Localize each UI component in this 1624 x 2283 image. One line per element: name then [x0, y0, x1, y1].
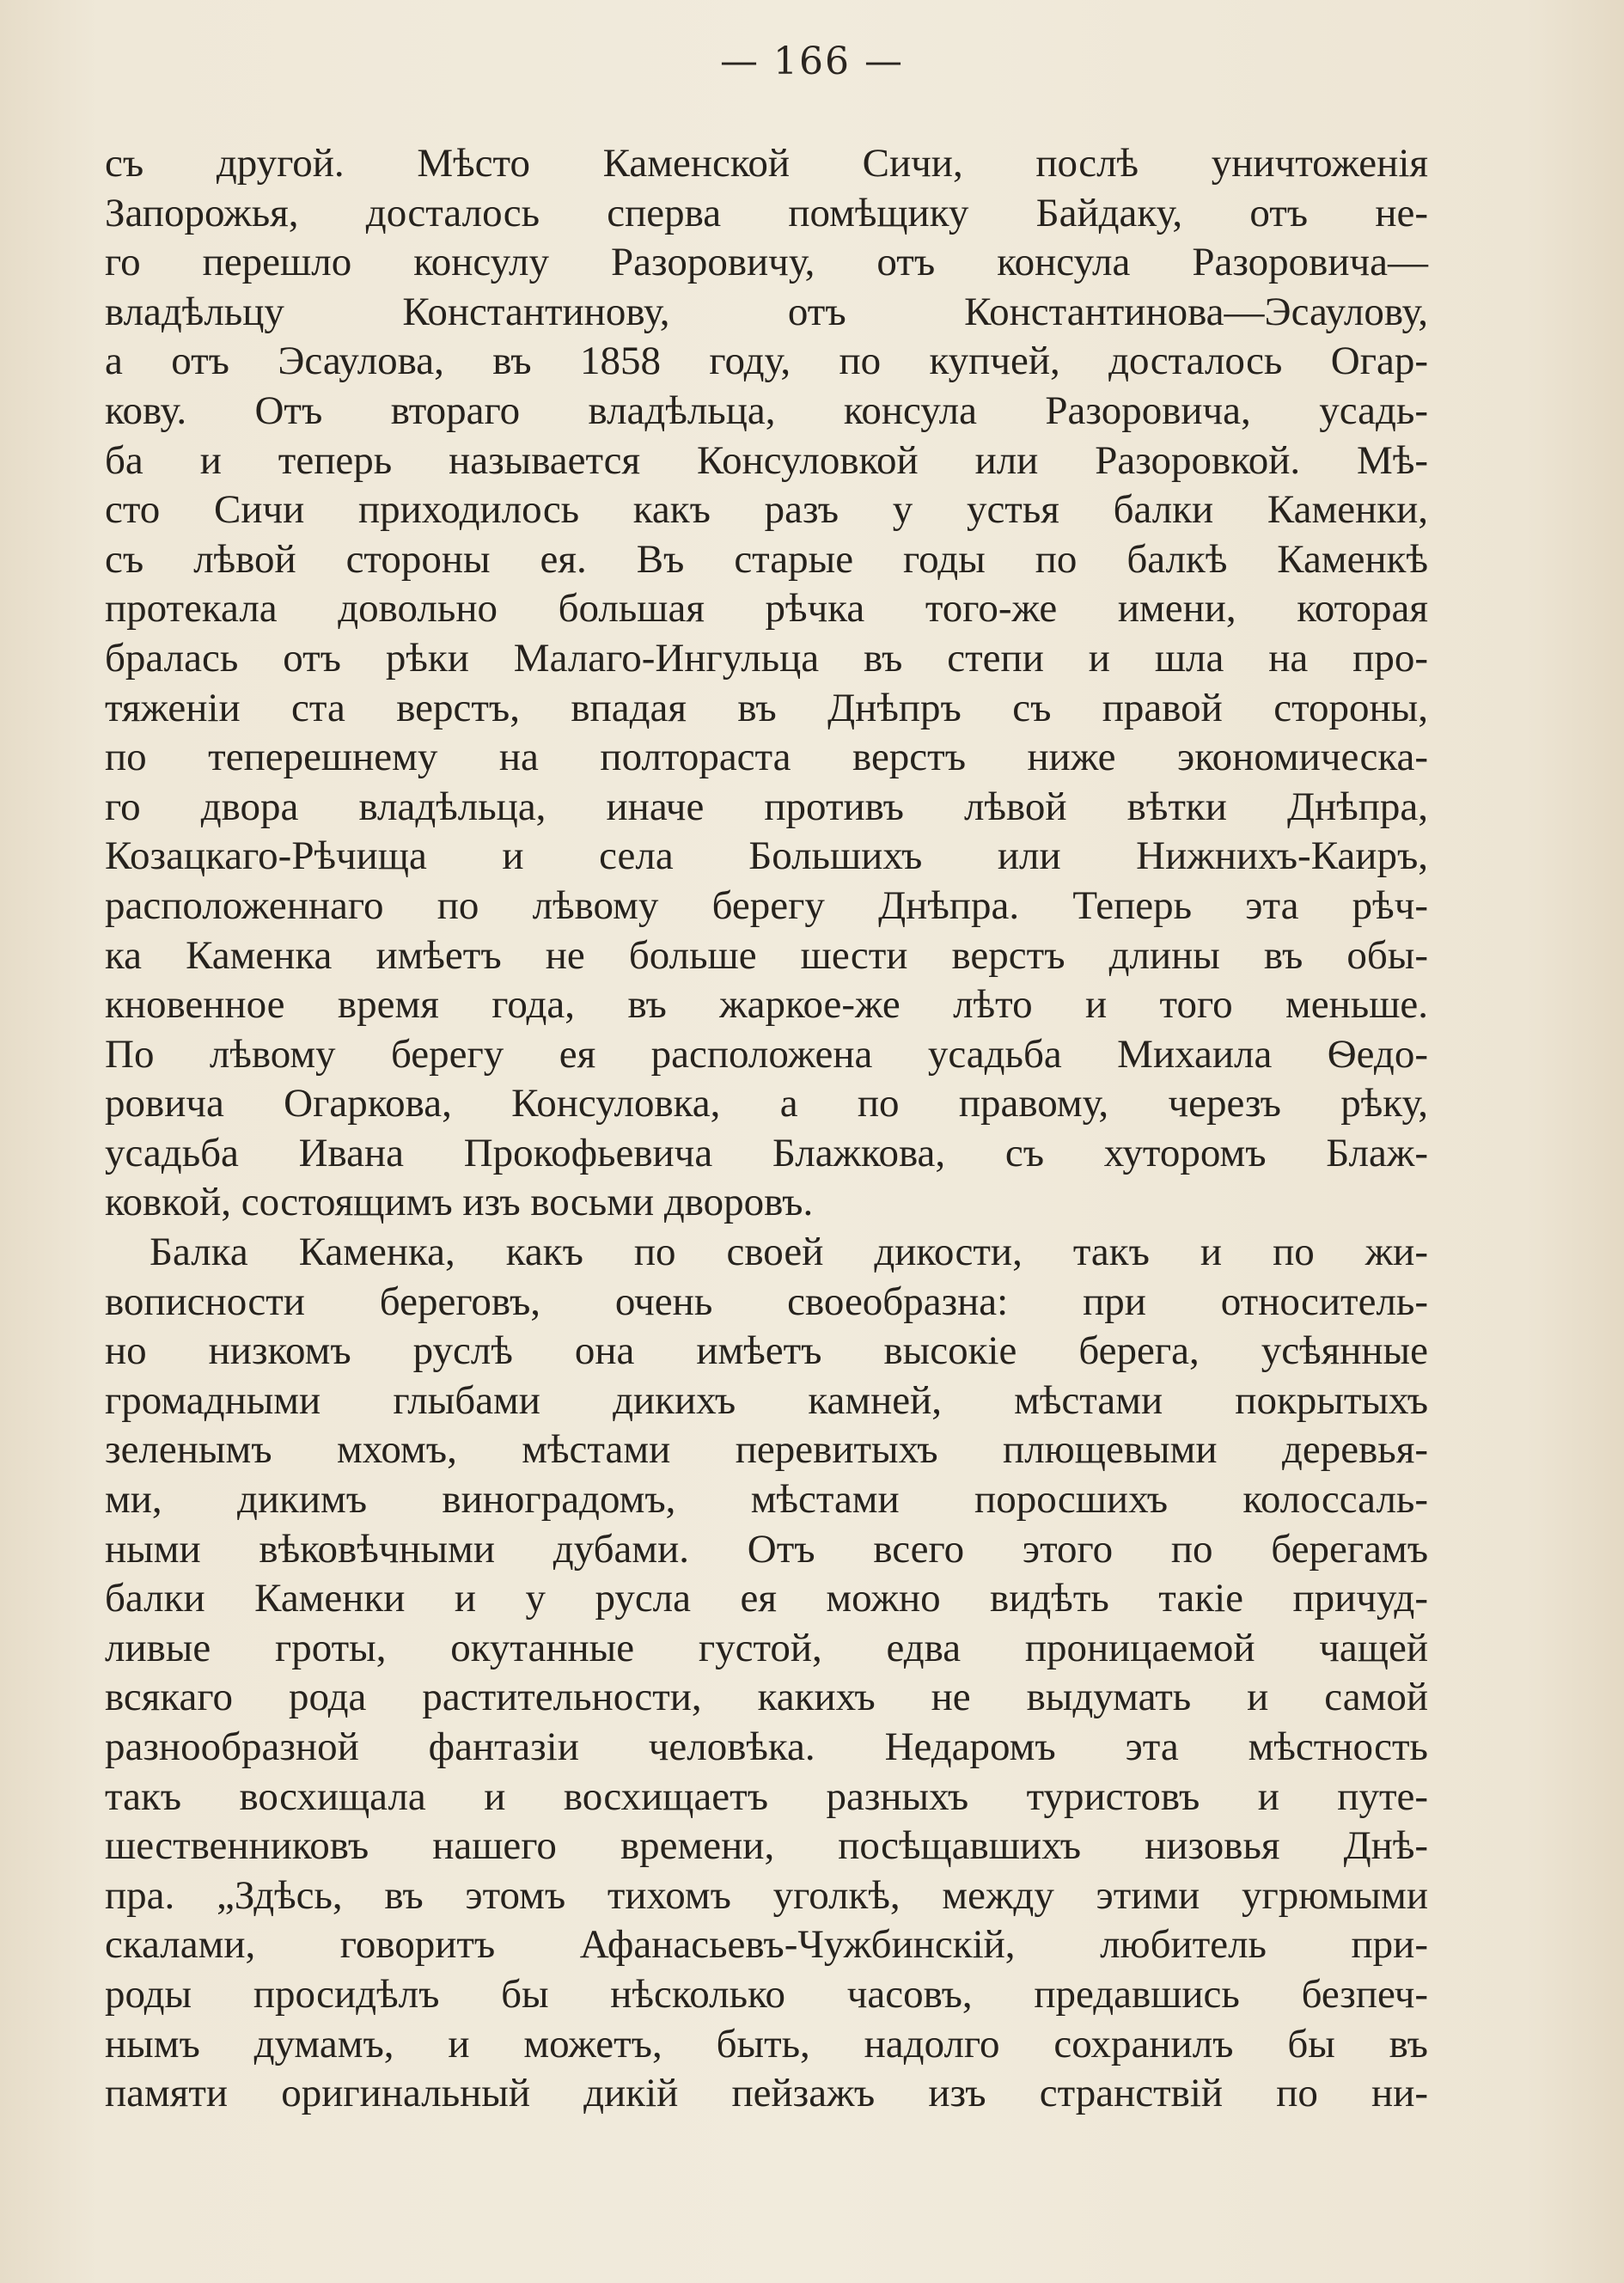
text-line: съ другой. Мѣсто Каменской Сичи, послѣ уничтоженія	[105, 141, 1428, 186]
text-line: протекала довольно большая рѣчка того-же имени, которая	[105, 586, 1428, 632]
text-line: ными вѣковѣчными дубами. Отъ всего этого по берегамъ	[105, 1526, 1428, 1572]
text-line: а отъ Эсаулова, въ 1858 году, по купчей, досталось Огар-	[105, 339, 1428, 384]
text-line: всякаго рода растительности, какихъ не выдумать и самой	[105, 1675, 1428, 1720]
text-line: Балка Каменка, какъ по своей дикости, такъ и по жи-	[150, 1230, 1428, 1275]
text-line: ми, дикимъ виноградомъ, мѣстами поросшихъ колоссаль-	[105, 1477, 1428, 1523]
text-line: усадьба Ивана Прокофьевича Блажкова, съ хуторомъ Блаж-	[105, 1130, 1428, 1175]
text-line: громадными глыбами дикихъ камней, мѣстами покрытыхъ	[105, 1377, 1428, 1423]
text-line: бралась отъ рѣки Малаго-Ингульца въ степи и шла на про-	[105, 635, 1428, 681]
text-line: го двора владѣльца, иначе противъ лѣвой вѣтки Днѣпра,	[105, 784, 1428, 829]
body-text	[105, 139, 1428, 2119]
text-line: кновенное время года, въ жаркое-же лѣто и того меньше.	[105, 982, 1428, 1028]
text-line: съ лѣвой стороны ея. Въ старые годы по балкѣ Каменкѣ	[105, 536, 1428, 582]
text-line: памяти оригинальный дикій пейзажъ изъ странствій по ни-	[105, 2071, 1428, 2116]
text-line: кову. Отъ втораго владѣльца, консула Разоровича, усадь-	[105, 388, 1428, 433]
text-line: ка Каменка имѣетъ не больше шести верстъ длины въ обы-	[105, 932, 1428, 978]
text-line: зеленымъ мхомъ, мѣстами перевитыхъ плющевыми деревья-	[105, 1427, 1428, 1473]
text-line: по теперешнему на полтораста верстъ ниже экономическа-	[105, 735, 1428, 780]
text-line: нымъ думамъ, и можетъ, быть, надолго сохранилъ бы въ	[105, 2021, 1428, 2066]
paragraph	[105, 1228, 1428, 2119]
text-line: шественниковъ нашего времени, посѣщавшихъ низовья Днѣ-	[105, 1823, 1428, 1869]
text-line: скалами, говоритъ Афанасьевъ-Чужбинскій, любитель при-	[105, 1922, 1428, 1968]
text-line: тяженіи ста верстъ, впадая въ Днѣпръ съ правой стороны,	[105, 685, 1428, 730]
text-line: ливые гроты, окутанные густой, едва проницаемой чащей	[105, 1625, 1428, 1670]
page-number: — 166 —	[720, 40, 904, 83]
text-line: владѣльцу Константинову, отъ Константинова—Эсаулову,	[105, 289, 1428, 334]
text-line: сто Сичи приходилось какъ разъ у устья балки Каменки,	[105, 487, 1428, 533]
text-line: Запорожья, досталось сперва помѣщику Байдаку, отъ не-	[105, 190, 1428, 235]
text-line: разнообразной фантазіи человѣка. Недаромъ эта мѣстность	[105, 1724, 1428, 1769]
text-line: расположеннаго по лѣвому берегу Днѣпра. Теперь эта рѣч-	[105, 882, 1428, 928]
text-line: ковкой, состоящимъ изъ восьми дворовъ.	[105, 1180, 814, 1225]
text-line: ровича Огаркова, Консуловка, а по правому, черезъ рѣку,	[105, 1081, 1428, 1126]
text-line: Козацкаго-Рѣчища и села Большихъ или Нижнихъ-Каиръ,	[105, 833, 1428, 879]
text-line: балки Каменки и у русла ея можно видѣть такіе причуд-	[105, 1576, 1428, 1621]
text-line: такъ восхищала и восхищаетъ разныхъ туристовъ и путе-	[105, 1773, 1428, 1819]
text-line: но низкомъ руслѣ она имѣетъ высокіе берега, усѣянные	[105, 1328, 1428, 1374]
text-line: По лѣвому берегу ея расположена усадьба Михаила Ѳедо-	[105, 1031, 1428, 1077]
paragraph	[105, 139, 1428, 1228]
text-line: го перешло консулу Разоровичу, отъ консула Разоровича—	[105, 240, 1428, 285]
text-line: вописности береговъ, очень своеобразна: при относитель-	[105, 1279, 1428, 1324]
text-line: роды просидѣлъ бы нѣсколько часовъ, предавшись безпеч-	[105, 1971, 1428, 2017]
text-line: пра. „Здѣсь, въ этомъ тихомъ уголкѣ, между этими угрюмыми	[105, 1872, 1428, 1918]
text-line: ба и теперь называется Консуловкой или Разоровкой. Мѣ-	[105, 437, 1428, 483]
